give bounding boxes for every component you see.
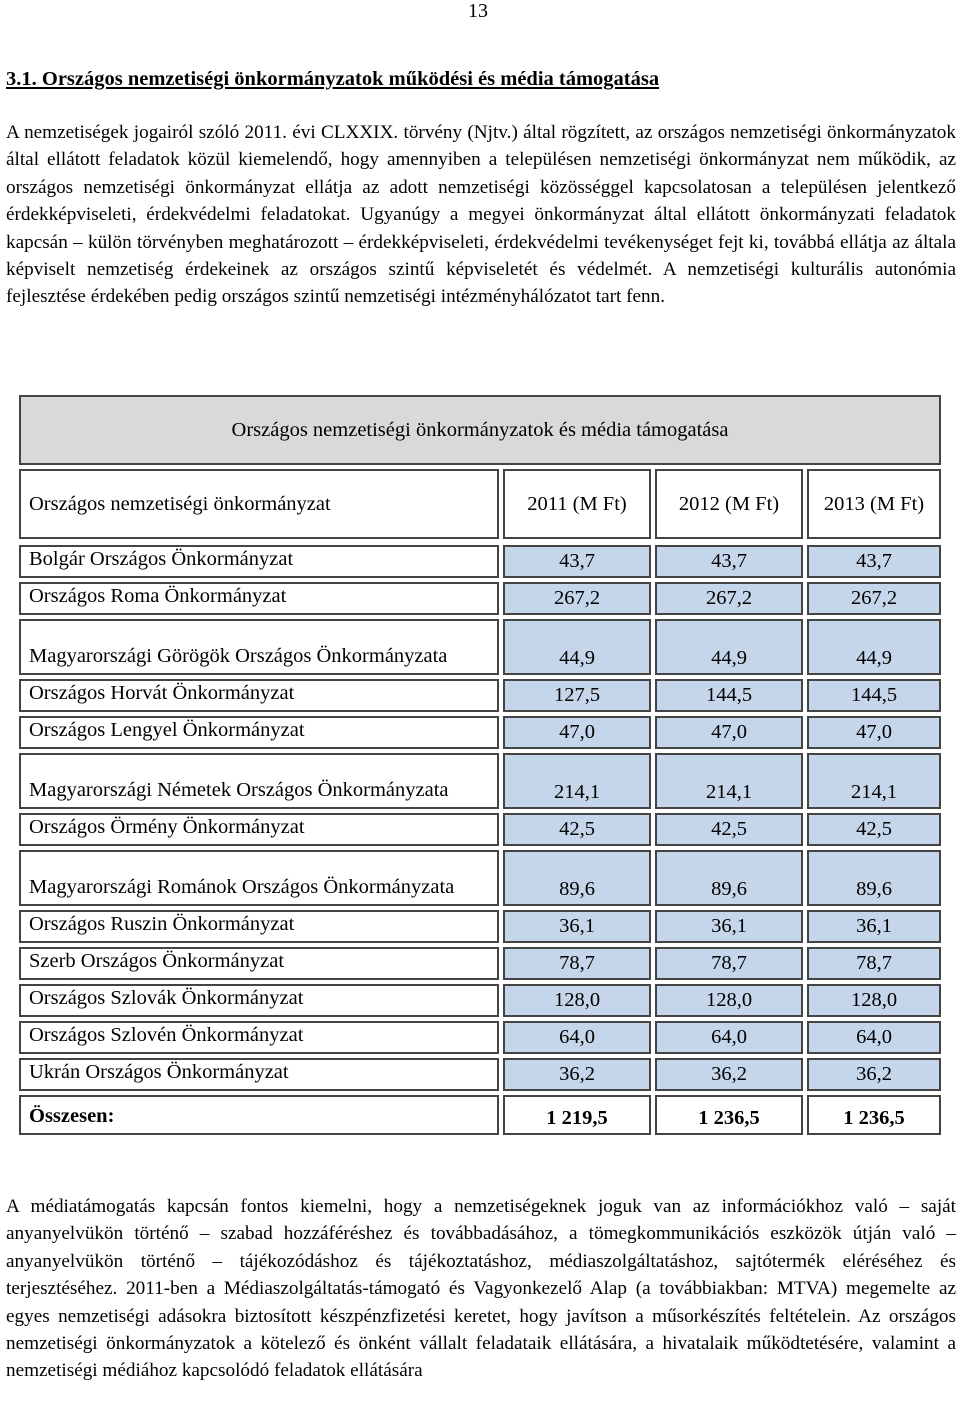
row-value-2012: 78,7 xyxy=(655,947,803,980)
row-value-2012: 64,0 xyxy=(655,1021,803,1054)
row-name: Országos Horvát Önkormányzat xyxy=(19,679,499,712)
row-value-2011: 64,0 xyxy=(503,1021,651,1054)
row-value-2011: 78,7 xyxy=(503,947,651,980)
row-value-2011: 47,0 xyxy=(503,716,651,749)
row-value-2013: 1 236,5 xyxy=(807,1095,941,1135)
table-row xyxy=(19,753,941,809)
header-name: Országos nemzetiségi önkormányzat xyxy=(19,469,499,539)
table-row xyxy=(19,1021,941,1054)
row-value-2012: 44,9 xyxy=(655,619,803,675)
row-value-2013: 267,2 xyxy=(807,582,941,615)
table-row xyxy=(19,850,941,906)
row-name: Országos Ruszin Önkormányzat xyxy=(19,910,499,943)
row-value-2013: 44,9 xyxy=(807,619,941,675)
row-value-2013: 36,2 xyxy=(807,1058,941,1091)
row-name: Összesen: xyxy=(19,1095,499,1135)
table-row xyxy=(19,813,941,846)
header-2011: 2011 (M Ft) xyxy=(503,469,651,539)
row-value-2011: 42,5 xyxy=(503,813,651,846)
row-value-2013: 144,5 xyxy=(807,679,941,712)
table-row xyxy=(19,1058,941,1091)
intro-paragraph: A nemzetiségek jogairól szóló 2011. évi CLXXIX. törvény (Njtv.) által rögzített, az országos nemzetiségi önkormányzatok által ellátott feladatok közül kiemelendő, hogy amennyiben a településen nemzetiségi önkormányzat nem működik, az országos nemzetiségi önkormányzat ellátja az adott nemzetiségi közösséggel kapcsolatosan a településen jelentkező érdekképviseleti, érdekvédelmi feladatokat. Ugyanúgy a megyei önkormányzat által ellátott önkormányzati feladatok kapcsán – külön törvényben meghatározott – érdekképviseleti, érdekvédelmi tevékenységet fejt ki, továbbá ellátja az általa képviselt nemzetiség érdekeinek az országos szintű képviseletét és védelmét. A nemzetiségi kulturális autonómia fejlesztése érdekében pedig országos szintű nemzetiségi intézményhálózatot tart fenn. xyxy=(6,122,956,308)
row-name: Országos Roma Önkormányzat xyxy=(19,582,499,615)
row-value-2011: 214,1 xyxy=(503,753,651,809)
row-name: Szerb Országos Önkormányzat xyxy=(19,947,499,980)
row-value-2013: 64,0 xyxy=(807,1021,941,1054)
row-name: Országos Lengyel Önkormányzat xyxy=(19,716,499,749)
table-row xyxy=(19,947,941,980)
row-value-2012: 1 236,5 xyxy=(655,1095,803,1135)
row-value-2012: 36,2 xyxy=(655,1058,803,1091)
row-value-2013: 214,1 xyxy=(807,753,941,809)
table-total-row xyxy=(19,1095,941,1135)
funding-table xyxy=(19,395,941,1129)
table-header-row xyxy=(19,469,941,539)
table-row xyxy=(19,910,941,943)
row-name: Országos Szlovák Önkormányzat xyxy=(19,984,499,1017)
media-paragraph: A médiatámogatás kapcsán fontos kiemelni, hogy a nemzetiségeknek joguk van az információkhoz való – saját anyanyelvükön történő – szabad hozzáféréshez és továbbadásához, a tömegkommunikációs eszközök útján való – anyanyelvükön történő – tájékozódáshoz és tájékoztatáshoz, médiaszolgáltatáshoz, sajtótermék eléréséhez és terjesztéséhez. 2011-ben a Médiaszolgáltatás-támogató és Vagyonkezelő Alap (a továbbiakban: MTVA) megemelte az egyes nemzetiségi adásokra biztosított készpénzfizetési keretet, hogy javítson a műsorkészítés feltételein. Az országos nemzetiségi önkormányzatok a kötelező és önként vállalt feladataik ellátására, a hivatalaik működtetésére, valamint a nemzetiségi médiához kapcsolódó feladatok ellátására xyxy=(6,1196,956,1382)
row-name: Ukrán Országos Önkormányzat xyxy=(19,1058,499,1091)
row-value-2012: 214,1 xyxy=(655,753,803,809)
row-value-2012: 47,0 xyxy=(655,716,803,749)
table-row xyxy=(19,619,941,675)
row-value-2013: 128,0 xyxy=(807,984,941,1017)
row-value-2013: 42,5 xyxy=(807,813,941,846)
row-value-2012: 89,6 xyxy=(655,850,803,906)
table-row xyxy=(19,716,941,749)
row-value-2013: 36,1 xyxy=(807,910,941,943)
header-2013: 2013 (M Ft) xyxy=(807,469,941,539)
row-value-2011: 267,2 xyxy=(503,582,651,615)
row-name: Magyarországi Görögök Országos Önkormányzata xyxy=(19,619,499,675)
row-name: Országos Szlovén Önkormányzat xyxy=(19,1021,499,1054)
row-value-2013: 43,7 xyxy=(807,545,941,578)
row-value-2011: 43,7 xyxy=(503,545,651,578)
row-value-2011: 1 219,5 xyxy=(503,1095,651,1135)
table-row xyxy=(19,582,941,615)
row-name: Magyarországi Románok Országos Önkormányzata xyxy=(19,850,499,906)
row-value-2012: 267,2 xyxy=(655,582,803,615)
row-value-2013: 89,6 xyxy=(807,850,941,906)
table-row xyxy=(19,679,941,712)
row-value-2012: 42,5 xyxy=(655,813,803,846)
row-value-2012: 144,5 xyxy=(655,679,803,712)
row-value-2013: 78,7 xyxy=(807,947,941,980)
table-row xyxy=(19,545,941,578)
row-value-2012: 36,1 xyxy=(655,910,803,943)
row-value-2011: 127,5 xyxy=(503,679,651,712)
row-value-2011: 128,0 xyxy=(503,984,651,1017)
row-value-2012: 128,0 xyxy=(655,984,803,1017)
row-value-2013: 47,0 xyxy=(807,716,941,749)
table-title: Országos nemzetiségi önkormányzatok és média támogatása xyxy=(19,395,941,465)
row-name: Magyarországi Németek Országos Önkormányzata xyxy=(19,753,499,809)
row-value-2011: 36,1 xyxy=(503,910,651,943)
header-2012: 2012 (M Ft) xyxy=(655,469,803,539)
section-heading: 3.1. Országos nemzetiségi önkormányzatok működési és média támogatása xyxy=(6,68,660,90)
table-row xyxy=(19,984,941,1017)
row-value-2011: 36,2 xyxy=(503,1058,651,1091)
row-value-2011: 44,9 xyxy=(503,619,651,675)
row-value-2012: 43,7 xyxy=(655,545,803,578)
row-value-2011: 89,6 xyxy=(503,850,651,906)
row-name: Országos Örmény Önkormányzat xyxy=(19,813,499,846)
row-name: Bolgár Országos Önkormányzat xyxy=(19,545,499,578)
